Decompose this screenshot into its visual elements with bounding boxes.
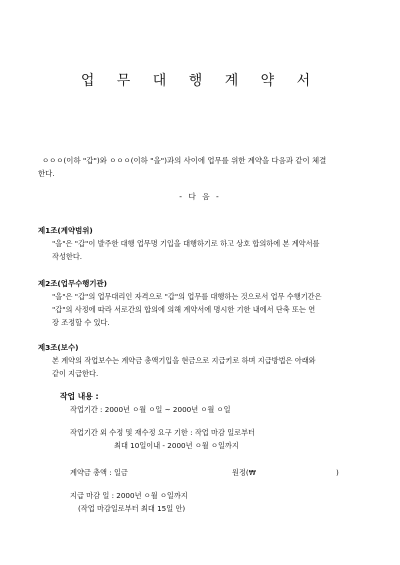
center-heading: - 다 음 - [179, 192, 221, 201]
revision-line-2: 최대 10일이내 - 2000년 ㅇ월 ㅇ일까지 [114, 441, 239, 450]
payment-note: (작업 마감일로부터 최대 15일 안) [78, 504, 186, 513]
article-2-title: 제2조(업무수행기관) [38, 279, 108, 288]
intro-line-2: 한다. [38, 169, 55, 178]
article-2-line-1: "을"은 "갑"의 업무대리인 자격으로 "갑"의 업무를 대행하는 것으로서 업무 수행기간은 [52, 292, 322, 301]
intro-line-1: ㅇㅇㅇ(이하 "갑")와 ㅇㅇㅇ(이하 "을")과의 사이에 업무를 위한 계약을 다음과 같이 체결 [42, 156, 327, 165]
payment-deadline: 지급 마감 일 : 2000년 ㅇ월 ㅇ일까지 [70, 491, 188, 500]
total-amount-won: 원정(₩ [232, 468, 256, 477]
article-2-line-3: 장 조정할 수 있다. [52, 318, 110, 327]
intro-paragraph [38, 154, 368, 180]
article-1-body [52, 237, 372, 263]
article-1-title: 제1조(계약범위) [38, 226, 93, 235]
total-amount-label: 계약금 총액 : 일금 [70, 468, 128, 477]
work-heading: 작업 내용 : [60, 392, 99, 401]
article-1-line-2: 작성한다. [52, 252, 83, 261]
document-title: 업 무 대 행 계 약 서 [80, 73, 320, 89]
article-2-line-2: "갑"의 사정에 따라 서로간의 합의에 의해 계약서에 명시한 기한 내에서 단축 또는 연 [52, 305, 316, 314]
article-3-line-2: 같이 지급한다. [52, 369, 99, 378]
article-2-body [52, 290, 372, 329]
article-3-body [52, 354, 372, 380]
article-3-title: 제3조(보수) [38, 343, 79, 352]
work-period: 작업기간 : 2000년 ㅇ월 ㅇ일 ~ 2000년 ㅇ월 ㅇ일 [70, 405, 231, 414]
revision-line-1: 작업기간 외 수정 및 재수정 요구 기한 : 작업 마감 일로부터 [70, 428, 255, 437]
article-3-line-1: 본 계약의 작업보수는 계약금 총액기입을 현금으로 지급키로 하며 지급방법은 아래와 [52, 356, 316, 365]
article-1-line-1: "을"은 "갑"이 발주한 대행 업무명 기입을 대행하기로 하고 상호 합의하에 본 계약서를 [52, 239, 320, 248]
total-amount-close: ) [336, 468, 339, 477]
